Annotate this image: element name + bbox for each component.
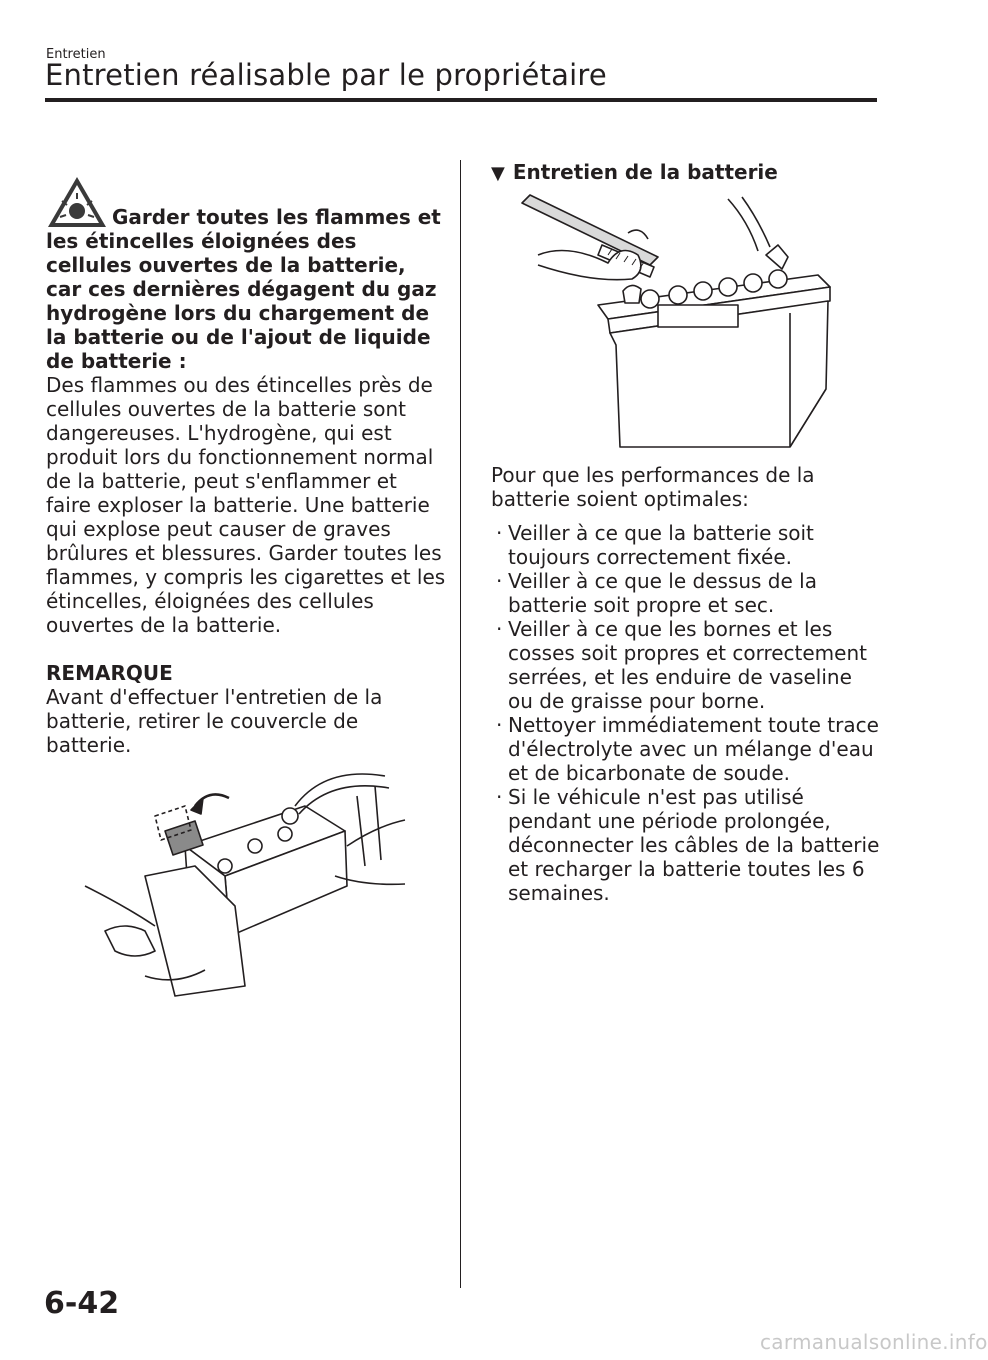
list-item: · Veiller à ce que la batterie soit toujours correctement fixée. bbox=[491, 521, 881, 569]
note-heading: REMARQUE bbox=[46, 661, 173, 685]
left-column bbox=[46, 205, 446, 757]
warning-heading-start: Garder toutes les flammes et bbox=[112, 205, 441, 229]
warning-heading-first-line bbox=[46, 205, 446, 229]
title-rule bbox=[45, 98, 877, 102]
explosion-warning-icon bbox=[46, 175, 108, 229]
battery-cleaning-illustration bbox=[518, 195, 836, 447]
intro-text: Pour que les performances de la batterie soient optimales: bbox=[491, 463, 815, 511]
list-item: · Veiller à ce que le dessus de la batterie soit propre et sec. bbox=[491, 569, 881, 617]
list-item: · Nettoyer immédiatement toute trace d'électrolyte avec un mélange d'eau et de bicarbonate de soude. bbox=[491, 713, 881, 785]
note-body: Avant d'effectuer l'entretien de la batterie, retirer le couvercle de batterie. bbox=[46, 685, 383, 757]
section-label: Entretien bbox=[46, 47, 106, 62]
subheading-text: Entretien de la batterie bbox=[512, 160, 778, 184]
subheading bbox=[491, 160, 881, 186]
column-divider bbox=[460, 160, 461, 1288]
warning-heading-rest: les étincelles éloignées des cellules ouvertes de la batterie, car ces dernières dégagent du gaz hydrogène lors du chargement de la batterie ou de l'ajout de liquide de batterie : bbox=[46, 229, 437, 373]
list-item: · Si le véhicule n'est pas utilisé pendant une période prolongée, déconnecter les câbles de la batterie et recharger la batterie toutes les 6 semaines. bbox=[491, 785, 881, 905]
list-item: · Veiller à ce que les bornes et les cosses soit propres et correctement serrées, et les enduire de vaseline ou de graisse pour borne. bbox=[491, 617, 881, 713]
page-number: 6-42 bbox=[44, 1286, 120, 1321]
watermark: carmanualsonline.info bbox=[760, 1330, 988, 1354]
maintenance-list bbox=[491, 521, 881, 905]
triangle-marker-icon: ▼ bbox=[491, 163, 505, 184]
warning-body: Des flammes ou des étincelles près de cellules ouvertes de la batterie sont dangereuses. L'hydrogène, qui est produit lors du fonctionnement normal de la batterie, peut s'enflammer et faire exploser la batterie. Une batterie qui explose peut causer de graves brûlures et blessures. Garder toutes les flammes, y compris les cigarettes et les étincelles, éloignées des cellules ouvertes de la batterie. bbox=[46, 373, 446, 637]
battery-cover-removal-illustration bbox=[85, 736, 405, 1008]
page-title: Entretien réalisable par le propriétaire bbox=[45, 58, 607, 92]
